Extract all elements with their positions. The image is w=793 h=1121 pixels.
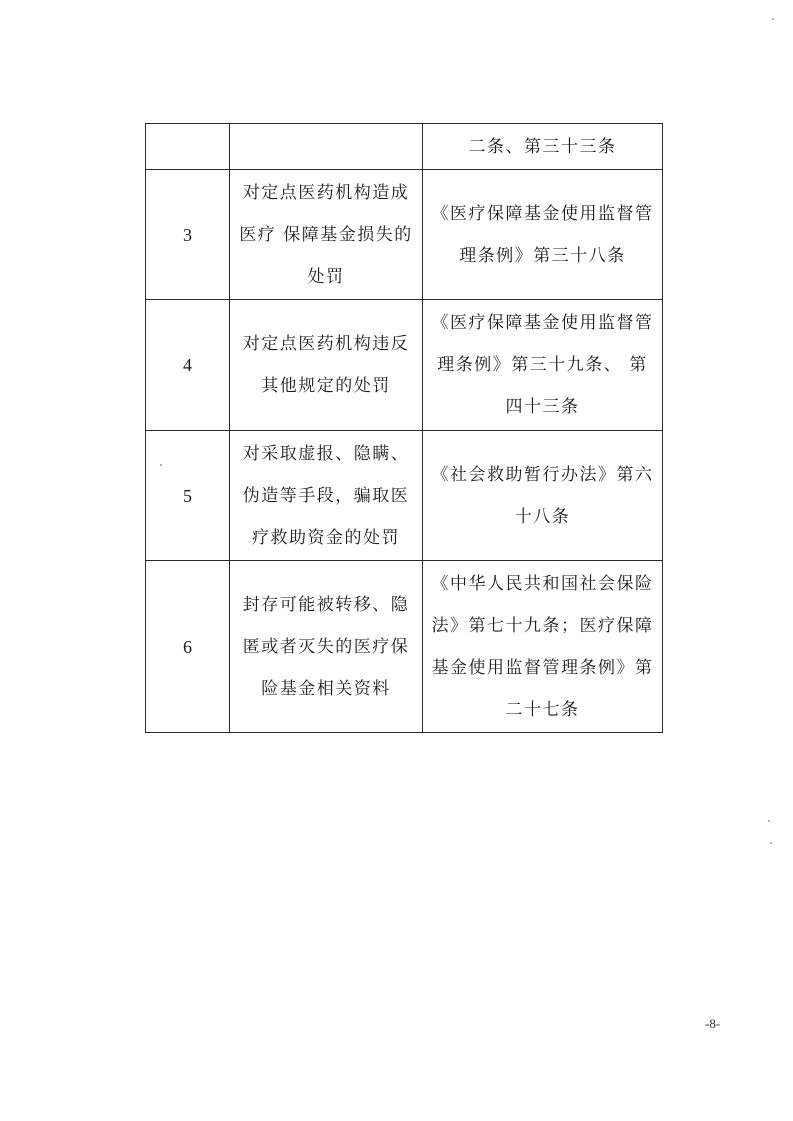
page-number: -8- — [705, 1016, 721, 1031]
item-cell: 对采取虚报、隐瞒、伪造等手段，骗取医疗救助资金的处罚 — [230, 431, 423, 561]
row-number-cell: 3 — [146, 170, 230, 300]
table-row — [146, 561, 663, 733]
table-row — [146, 431, 663, 561]
legal-basis-cell: 二条、第三十三条 — [423, 124, 663, 170]
item-cell — [230, 124, 423, 170]
row-number-cell — [146, 124, 230, 170]
item-cell: 对定点医药机构违反其他规定的处罚 — [230, 300, 423, 431]
legal-basis-cell: 《社会救助暂行办法》第六十八条 — [423, 431, 663, 561]
regulation-table — [145, 123, 663, 733]
table-row — [146, 170, 663, 300]
item-cell: 对定点医药机构造成医疗 保障基金损失的处罚 — [230, 170, 423, 300]
legal-basis-cell: 《医疗保障基金使用监督管理条例》第三十八条 — [423, 170, 663, 300]
scan-speck — [770, 842, 772, 844]
legal-basis-cell: 《医疗保障基金使用监督管理条例》第三十九条、 第四十三条 — [423, 300, 663, 431]
scan-speck — [768, 820, 770, 822]
legal-basis-cell: 《中华人民共和国社会保险法》第七十九条；医疗保障基金使用监督管理条例》第二十七条 — [423, 561, 663, 733]
row-number-cell: 5 — [146, 431, 230, 561]
scan-speck — [772, 18, 774, 20]
item-cell: 封存可能被转移、隐匿或者灭失的医疗保险基金相关资料 — [230, 561, 423, 733]
row-number-cell: 4 — [146, 300, 230, 431]
scan-speck — [160, 464, 162, 466]
table-row — [146, 124, 663, 170]
table-row — [146, 300, 663, 431]
row-number-cell: 6 — [146, 561, 230, 733]
